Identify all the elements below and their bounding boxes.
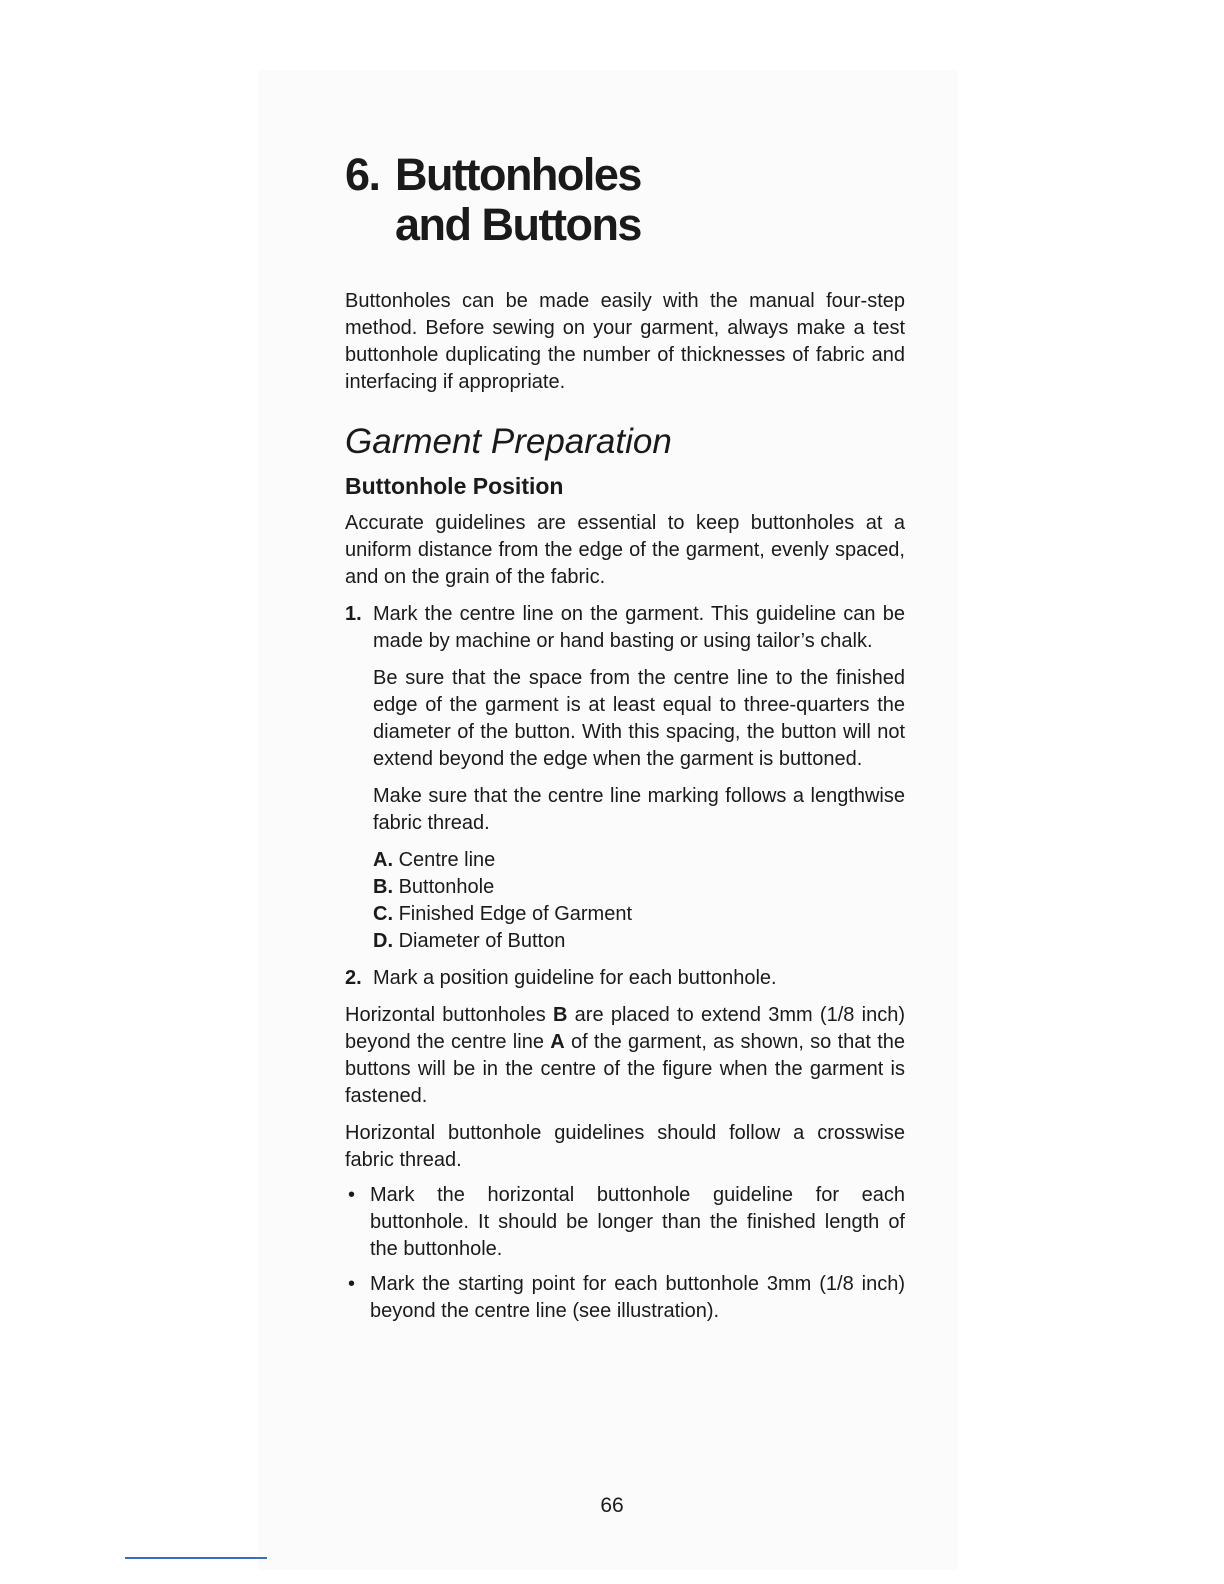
guidelines-paragraph: Horizontal buttonhole guidelines should follow a crosswise fabric thread.: [345, 1122, 905, 1171]
horizontal-buttonholes-paragraph: [345, 1002, 905, 1110]
text-run: are placed to extend 3mm (1/8 inch) beyond the centre line: [345, 1004, 905, 1053]
legend-key: B.: [373, 876, 393, 898]
legend-item: [373, 928, 905, 955]
step-number: 1.: [345, 603, 362, 625]
step-2-text: Mark a position guideline for each buttonhole.: [373, 967, 777, 989]
text-run: Horizontal buttonholes: [345, 1004, 553, 1026]
legend-label: Diameter of Button: [398, 930, 566, 952]
label-a: A: [550, 1031, 565, 1053]
bullet-icon: •: [348, 1184, 356, 1206]
section-paragraph: Accurate guidelines are essential to keep buttonholes at a uniform distance from the edge of the garment, evenly spaced, and on the grain of the fabric.: [345, 512, 905, 588]
legend-label: Centre line: [398, 849, 496, 871]
step-1: [345, 601, 905, 955]
legend-key: D.: [373, 930, 393, 952]
page-number: 66: [600, 1494, 624, 1517]
figure-legend: [373, 847, 905, 955]
bullet-item: [345, 1182, 905, 1263]
legend-label: Finished Edge of Garment: [398, 903, 633, 925]
chapter-title-line2: and Buttons: [395, 199, 641, 250]
step-1-text: Mark the centre line on the garment. This guideline can be made by machine or hand basting or using tailor’s chalk.: [373, 603, 905, 652]
bullet-text: Mark the horizontal buttonhole guideline for each buttonhole. It should be longer than the finished length of the buttonhole.: [370, 1184, 905, 1260]
legend-item: [373, 847, 905, 874]
step-2: [345, 965, 905, 992]
bullet-text: Mark the starting point for each buttonhole 3mm (1/8 inch) beyond the centre line (see illustration).: [370, 1273, 905, 1322]
intro-paragraph: Buttonholes can be made easily with the manual four-step method. Before sewing on your garment, always make a test buttonhole duplicating the number of thicknesses of fabric and interfacing if appropriate.: [345, 290, 905, 393]
step-1-note-spacing: Be sure that the space from the centre line to the finished edge of the garment is at least equal to three-quarters the diameter of the button. With this spacing, the button will not extend beyond the edge when the garment is buttoned.: [373, 667, 905, 770]
legend-label: Buttonhole: [398, 876, 495, 898]
chapter-title-line1: Buttonholes: [395, 149, 641, 200]
bullet-icon: •: [348, 1273, 356, 1295]
step-1-note-grain: Make sure that the centre line marking follows a lengthwise fabric thread.: [373, 785, 905, 834]
legend-item: [373, 874, 905, 901]
chapter-title: [345, 150, 905, 250]
subsection-title: Buttonhole Position: [345, 473, 564, 499]
footer-rule: [125, 1557, 267, 1559]
text-run: of the garment, as shown, so that the buttons will be in the centre of the figure when the garment is fastened.: [345, 1031, 905, 1107]
legend-item: [373, 901, 905, 928]
chapter-number: 6.: [345, 149, 380, 200]
bullet-item: [345, 1271, 905, 1325]
label-b: B: [552, 1004, 568, 1026]
section-title: Garment Preparation: [345, 422, 672, 461]
legend-key: C.: [373, 903, 393, 925]
page-content: [345, 150, 905, 1325]
step-number: 2.: [345, 967, 362, 989]
legend-key: A.: [373, 849, 393, 871]
